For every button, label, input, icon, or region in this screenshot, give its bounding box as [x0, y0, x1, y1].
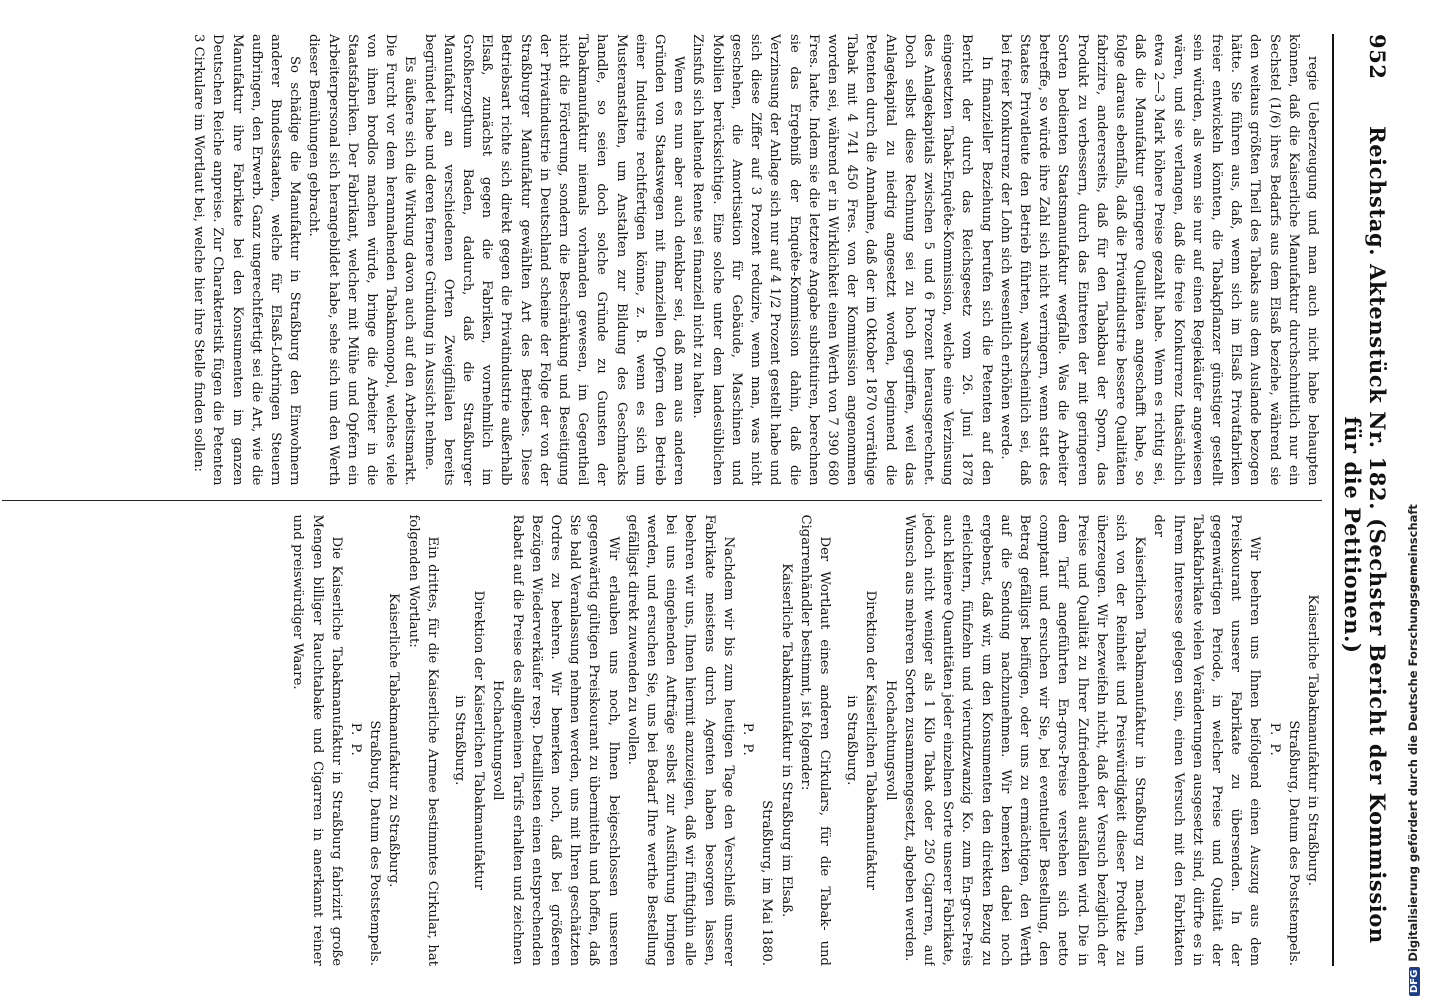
letter1-dateline: Straßburg, Datum des Poststempels.	[1285, 720, 1301, 966]
letter1-body: Wir beehren uns Ihnen beifolgend einen Auszug aus dem Preiskourant unserer Fabrikate zu übersenden. In der gegenwärtigen Periode, in welcher Preise und Qualität der Tabakfabrikate vielen Veränderungen ausgesetzt sind, dürfte es in Ihrem Interesse gelegen sein, einen Versuch mit den Fabrikaten der	[1151, 514, 1263, 966]
letter1-salutation: P. P.	[1266, 722, 1282, 758]
digitization-sidebar	[1402, 0, 1432, 1000]
letter1-signature: Direktion der Kaiserlichen Tabakmanufaktur	[863, 590, 879, 890]
letter1-heading: Kaiserliche Tabakmanufaktur in Straßburg.	[1305, 594, 1320, 886]
letter2-signature: Direktion der Kaiserlichen Tabakmanufaktur	[471, 590, 487, 890]
paragraph: Es äußere sich die Wirkung davon auch auf den Arbeitsmarkt. Die Furcht vor dem herannahenden Tabakmonopol, welches viele von ihnen brodlos machen würde, bringe die Arbeiter in die Staatsfabriken. Der Fabrikant, welcher mit Mühe und Opfern ein Arbeiterpersonal sich herangebildet habe, sehe sich um den Werth dieser Bemühungen gebracht.	[306, 34, 418, 486]
letter2-body: Nachdem wir bis zum heutigen Tage den Verschleiß unserer Fabrikate meistens durch Agenten haben besorgen lassen, beehren wir uns, Ihnen hiermit anzuzeigen, daß wir fünftighin alle bei uns eingehenden Aufträge selbst zur Ausführung bringen werden, und ersuchen Sie, uns bei Bedarf Ihre werthe Bestellung gefälligst direkt zuwenden zu wollen.	[624, 514, 736, 966]
letter3-body: Die Kaiserliche Tabakmanufaktur in Straßburg fabrizirt große Mengen billiger Rauchtabake und Cigarren in anerkannt reiner und preiswürdiger Waare.	[290, 514, 344, 966]
page-title: Reichstag. Aktenstück Nr. 182. (Sechster Bericht der Kommission für die Petitionen.)	[1340, 126, 1390, 944]
paragraph: Wenn es nun aber auch denkbar sei, daß man aus anderen Gründen von Staatswegen mit finanziellen Opfern den Betrieb einer Industrie rechtfertigen könne, z. B. wenn es sich um Musteranstalten, um Anstalten zur Bildung des Geschmacks handle, so seien doch solche Gründe zu Gunsten der Tabakmanufaktur niemals vorhanden gewesen, im Gegentheil nicht die Förderung, sondern die Beschränkung und Beseitigung der Privatindustrie in Deutschland scheine der Folge der von der Straßburger Manufaktur gewählten Art des Betriebes. Diese Betriebsart richte sich direkt gegen die Privatindustrie außerhalb Elsaß, zunächst gegen die Fabriken, vornehmlich im Großherzogthum Baden, dadurch, daß die Straßburger Manufaktur an verschiedenen Orten Zweigfilialen bereits begründet habe und deren fernere Gründung in Aussicht nehme.	[421, 34, 687, 486]
letter3-salutation: P. P.	[348, 722, 364, 758]
intro-paragraph: Der Wortlaut eines anderen Cirkulars, für die Tabak- und Cigarrenhändler bestimmt, ist folgender:	[797, 514, 832, 966]
letter2-salutation: P. P.	[740, 722, 756, 758]
letter2-dateline: Straßburg, im Mai 1880.	[759, 800, 775, 966]
letter2-body: Wir erlauben uns noch, Ihnen beigeschlossen unseren gegenwärtig gültigen Preiskourant zu übermitteln und hoffen, daß Sie bald Veranlassung nehmen werden, uns mit Ihren geschätzten Ordres zu beehren. Wir bemerken noch, daß bei größeren Bezügen Wiederverkäufer resp. Detaillisten einen entsprechenden Rabatt auf die Preise des allgemeinen Tarifs erhalten und zeichnen	[509, 514, 621, 966]
paragraph: In finanzieller Beziehung berufen sich die Petenten auf den Bericht der durch das Reichsgesetz vom 26. Juni 1878 eingesetzten Tabak-Enquête-Kommission, welche eine Verzinsung des Anlagekapitals zwischen 5 und 6 Prozent herausgerechnet. Doch selbst diese Rechnung sei zu hoch gegriffen, weil das Anlagekapital zu niedrig angesetzt worden, beginnend die Petenten durch die Annahme, daß der im Oktober 1870 vorräthige Tabak mit 4 741 450 Fres. von der Kommission angenommen worden sei, während er in Wirklichkeit einen Werth von 7 390 680 Fres. hatte. Indem sie die letztere Angabe substituiren, berechnen sie das Ergebniß der Enquête-Kommission dahin, daß die Verzinsung der Anlage sich nur auf 4 1/2 Prozent gestellt habe und sich diese Ziffer auf 3 Prozent reduzire, wenn man, was nicht geschehen, die Amortisation für Gebäude, Maschinen und Mobilien berücksichtige. Eine solche unter dem landesüblichen Zinsfuß sich haltende Rente sei finanziell nicht zu halten.	[690, 34, 994, 486]
intro-paragraph: Ein drittes, für die Kaiserliche Armee bestimmtes Cirkular, hat folgenden Wortlaut:	[405, 514, 440, 966]
letter3-heading: Kaiserliche Tabakmanufaktur zu Straßburg.	[386, 593, 402, 888]
letter2-heading: Kaiserliche Tabakmanufaktur in Straßburg im Elsaß.	[778, 563, 794, 918]
paragraph: regie Ueberzeugung und man auch nicht habe behaupten können, daß die Kaiserliche Manufaktur durchschnittlich nur ein Sechstel (1/6) ihres Bedarfs aus dem Elsaß beziehe, während sie den weitaus größten Theil des Tabaks aus dem Auslande bezogen hätte. Sie führen aus, daß, wenn sich im Elsaß Privatfabriken freier entwickeln könnten, die Tabakpflanzer günstiger gestellt sein würden, als wenn sie nur auf einen Regiekäufer angewiesen wären, und sie verlangen, daß die freie Konkurrenz thatsächlich etwa 2—3 Mark höhere Preise gezahlt habe. Wenn es richtig sei, daß die Manufaktur geringere Qualitäten angeschafft habe, so folge daraus ebenfalls, daß die Privatindustrie bessere Qualitäten fabrizire, andererseits, daß für den Tabakbau der Sporn, das Produkt zu verbessern, durch das Eintreten der mit geringeren Sorten bedienten Staatsmanufaktur wegfalle. Was die Arbeiter betreffe, so würde ihre Zahl sich nicht verringern, wenn statt des Staates Privatleute den Betrieb führten, wahrscheinlich sei, daß bei freier Konkurrenz der Lohn sich wesentlich erhöhen werde.	[997, 34, 1320, 486]
page-number: 952	[1365, 34, 1390, 80]
letter2-closing: Hochachtungsvoll	[490, 680, 506, 801]
right-column	[2, 500, 1322, 967]
letter1-body: Kaiserlichen Tabakmanufaktur in Straßburg zu machen, um sich von der Reinheit und Preiswürdigkeit dieser Produkte zu überzeugen. Wir bezweifeln nicht, daß der Versuch bezüglich der Preise und Qualität zu Ihrer Zufriedenheit ausfallen wird. Die in dem Tarif angeführten En-gros-Preise verstehen sich netto comptant und ersuchen wir Sie, bei eventueller Bestellung, den Betrag gefälligst beifügen, oder uns zu ermächtigen, den Werth auf die Sendung nachzunehmen. Wir bemerken dabei noch ergebenst, daß wir, um den Konsumenten den direkten Bezug zu erleichtern, fünfzehn und vierundzwanzig Ko. zum En-gros-Preis auch kleinere Quantitäten jeder einzelnen Sorte unserer Fabrikate, jedoch nicht weniger als 1 Kilo Tabak oder 250 Cigarren, auf Wunsch aus mehreren Sorten zusammengesetzt, abgeben werden.	[901, 514, 1148, 966]
text-columns	[2, 34, 1322, 966]
digitization-credit-text: Digitalisierung gefördert durch die Deutsche Forschungsgemeinschaft	[1406, 504, 1420, 962]
digitization-credit	[1406, 6, 1420, 996]
paragraph: So schädige die Manufaktur in Straßburg den Einwohnern anderer Bundesstaaten, welche für Elsaß-Lothringen Steuern aufbringen, den Erwerb. Ganz ungerechtfertigt sei die Art, wie die Manufaktur ihre Fabrikate bei den Konsumenten im ganzen Deutschen Reiche anpreise. Zur Charakteristik fügen die Petenten 3 Cirkulare im Wortlaut bei, welche hier ihre Stelle finden sollen:	[191, 34, 303, 486]
letter1-signature-place: in Straßburg.	[844, 695, 860, 786]
letter1-closing: Hochachtungsvoll	[882, 680, 898, 801]
letter2-signature-place: in Straßburg.	[452, 695, 468, 786]
left-column	[2, 34, 1322, 500]
page-header	[1332, 34, 1390, 966]
dfg-logo-icon: DFG	[1409, 967, 1420, 996]
letter3-dateline: Straßburg, Datum des Poststempels.	[367, 720, 383, 966]
